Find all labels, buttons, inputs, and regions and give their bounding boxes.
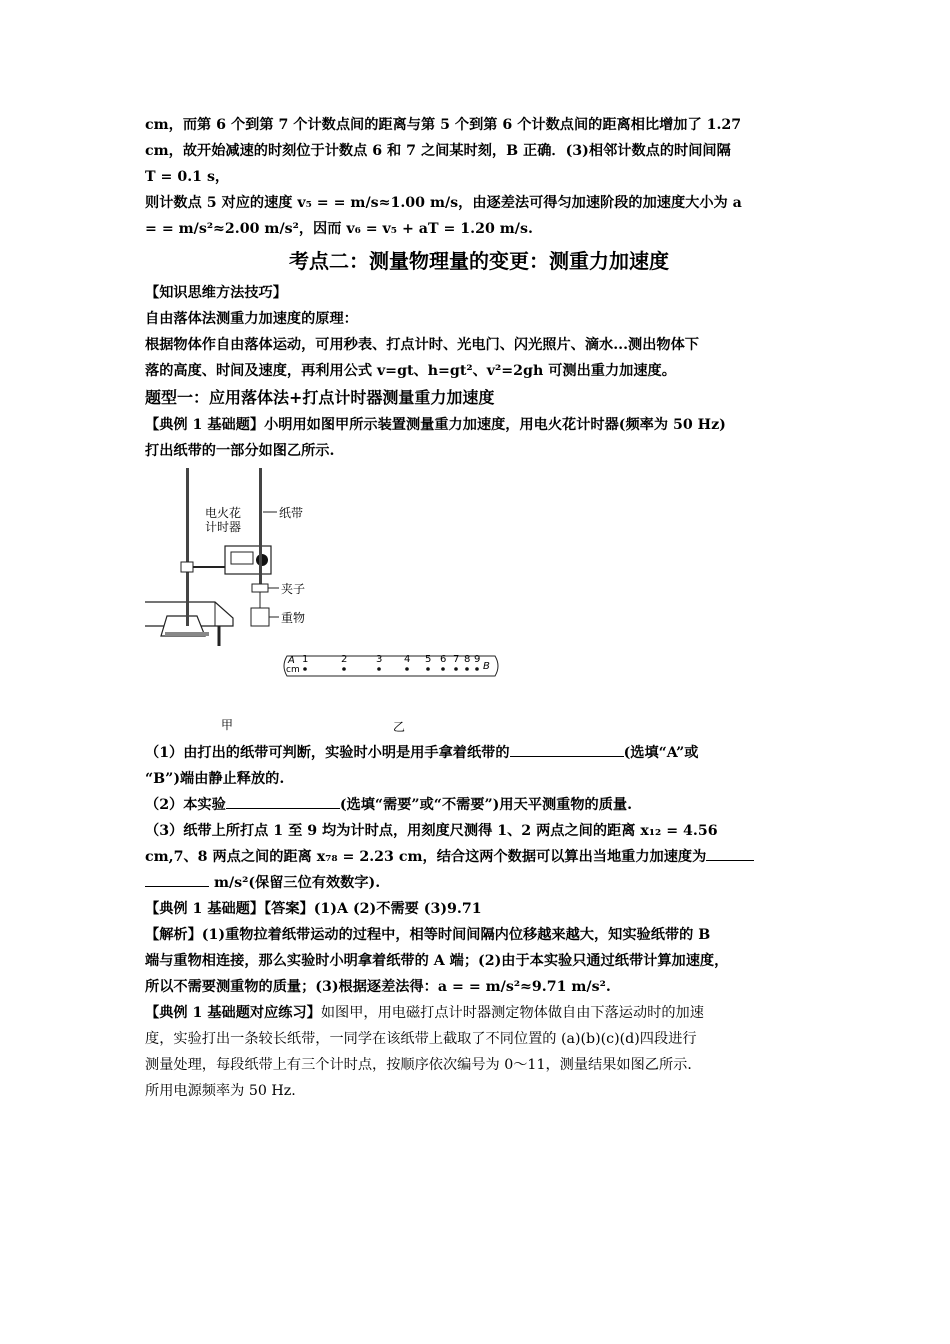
practice-line-1 [145,1000,813,1026]
method-body-2: 落的高度、时间及速度，再利用公式 v=gt、h=gt²、v²=2gh 可测出重力加速度。 [145,363,676,379]
timer-panel [231,552,253,564]
caption-right: 乙 [393,720,406,734]
analysis-line-1 [145,922,813,948]
practice-line-2: 度，实验打出一条较长纸带，一同学在该纸带上截取了不同位置的 (a)(b)(c)(d)四段进行 [145,1031,697,1047]
apparatus-figure [145,468,813,738]
practice-line-3: 测量处理，每段纸带上有三个计时点，按顺序依次编号为 0～11，测量结果如图乙所示． [145,1057,702,1073]
answer-tag: 【典例 1 基础题】【答案】 [145,901,314,917]
question-2-text: （2）本实验 [145,797,226,813]
label-timer [205,506,241,534]
clamp-boss [181,562,193,572]
answer-blank-1[interactable] [510,740,624,757]
method-body-1: 根据物体作自由落体运动，可用秒表、打点计时、光电门、闪光照片、滴水...测出物体下 [145,337,699,353]
tape-point-label-5: 5 [425,654,432,665]
paper-tape [259,468,262,584]
label-timer-line2: 计时器 [205,520,242,534]
example1-line-1 [145,412,813,438]
intro-line-1: cm，而第 6 个到第 7 个计数点间的距离与第 5 个到第 6 个计数点间的距离相比增加了 1.27 [145,117,742,133]
question-1-line-2: “B”)端由静止释放的. [145,771,285,787]
tape-point-label-1: 1 [302,654,309,665]
tape-dot-8 [465,667,469,671]
label-weight: 重物 [281,611,306,625]
method-heading: 【知识思维方法技巧】 [145,285,287,301]
label-clip: 夹子 [281,582,306,596]
tape-dot-3 [377,667,381,671]
clip [252,584,268,592]
question-3-text: cm,7、8 两点之间的距离 x₇₈ = 2.23 cm，结合这两个数据可以算出当地重力加速度为 [145,849,707,865]
practice-tag: 【典例 1 基础题对应练习】 [145,1005,321,1021]
tape-dot-1 [303,667,307,671]
analysis-text-1: (1)重物拉着纸带运动的过程中，相等时间间隔内位移越来越大，知实验纸带的 B [201,927,711,943]
tape-dot-6 [441,667,445,671]
document-page [145,112,813,1104]
question-1-line-1 [145,740,813,766]
practice-text-1: 如图甲，用电磁打点计时器测定物体做自由下落运动时的加速 [320,1005,704,1021]
answer-blank-2[interactable] [226,792,340,809]
answer-text: (1)A (2)不需要 (3)9.71 [313,901,482,917]
analysis-line-2: 端与重物相连接，那么实验时小明拿着纸带的 A 端；(2)由于本实验只通过纸带计算加速度， [145,953,729,969]
apparatus-diagram [145,468,813,738]
tape-dot-4 [405,667,409,671]
tape-dot-7 [454,667,458,671]
tape-point-label-8: 8 [464,654,471,665]
intro-line-3: T = 0.1 s， [145,169,230,185]
tape-unit-label: cm [286,665,300,675]
analysis-tag: 【解析】 [145,927,202,943]
question-3-line-1: （3）纸带上所打点 1 至 9 均为计时点，用刻度尺测得 1、2 两点之间的距离 x₁₂ = 4.56 [145,823,718,839]
tape-point-label-7: 7 [453,654,460,665]
tape-dot-5 [426,667,430,671]
question-3-unit: m/s²(保留三位有效数字). [209,875,381,891]
analysis-line-3: 所以不需要测重物的质量；(3)根据逐差法得：a = = m/s²≈9.71 m/s². [145,979,611,995]
tape-end-label: B [483,661,490,672]
label-tape: 纸带 [279,506,304,520]
label-timer-line1: 电火花 [205,506,242,520]
example1-text-1: 小明用如图甲所示装置测量重力加速度，用电火花计时器(频率为 50 Hz) [264,417,726,433]
question-1-text: （1）由打出的纸带可判断，实验时小明是用手拿着纸带的 [145,745,510,761]
section-title: 考点二：测量物理量的变更：测重力加速度 [289,249,669,273]
tape-point-label-3: 3 [376,654,383,665]
tape-dot-2 [342,667,346,671]
caption-left: 甲 [221,718,234,732]
tape-point-label-9: 9 [474,654,481,665]
tape-point-label-4: 4 [404,654,411,665]
intro-line-2: cm，故开始减速的时刻位于计数点 6 和 7 之间某时刻，B 正确．(3)相邻计数点的时间间隔 [145,143,731,159]
tape-dot-9 [475,667,479,671]
base-shadow [165,632,209,636]
question-2-line [145,792,813,818]
type1-heading: 题型一：应用落体法+打点计时器测量重力加速度 [145,388,495,407]
tape-point-label-6: 6 [440,654,447,665]
example1-tag: 【典例 1 基础题】 [145,417,265,433]
question-3-line-2 [145,844,813,870]
question-3-line-3 [145,870,813,896]
practice-line-4: 所用电源频率为 50 Hz. [145,1083,296,1099]
intro-line-4: 则计数点 5 对应的速度 v₅ = = m/s≈1.00 m/s，由逐差法可得匀加速阶段的加速度大小为 a [145,195,742,211]
stand-pole [186,468,189,626]
tape-start-label: A [288,655,295,666]
example1-line-2: 打出纸带的一部分如图乙所示. [145,443,335,459]
method-subheading: 自由落体法测重力加速度的原理： [145,311,358,327]
answer-blank-3b[interactable] [145,870,209,887]
answer-line [145,896,813,922]
question-2-option: (选填“需要”或“不需要”)用天平测重物的质量. [339,797,633,813]
answer-blank-3a[interactable] [706,844,754,861]
intro-line-5: = = m/s²≈2.00 m/s²，因而 v₆ = v₅ + aT = 1.20 m/s. [145,221,533,237]
weight-block [251,608,269,626]
question-1-option: (选填“A”或 [623,745,699,761]
tape-point-label-2: 2 [341,654,348,665]
